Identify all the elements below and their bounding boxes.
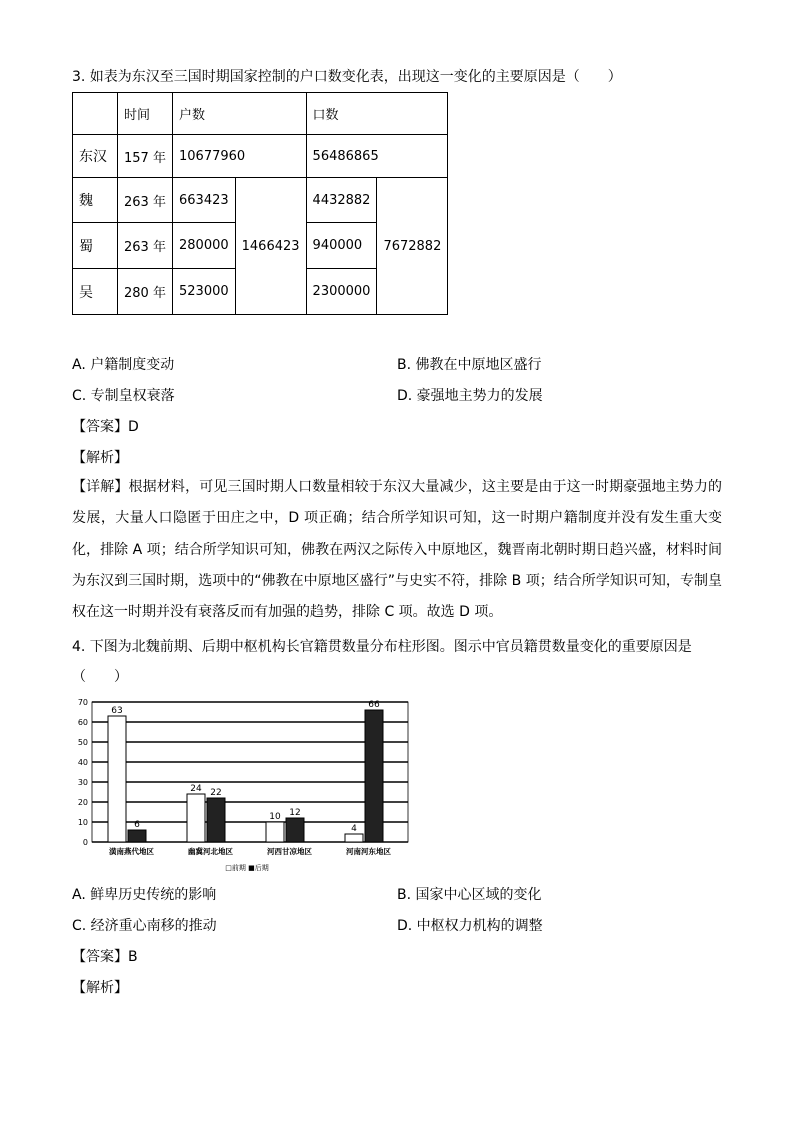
row-households-wu: 523000 (173, 269, 236, 315)
row-time-shu: 263 年 (118, 223, 173, 269)
q3-analysis-label: 【解析】 (72, 450, 128, 466)
q3-option-c[interactable]: C. 专制皇权衰落 (72, 388, 175, 404)
row-name-shu: 蜀 (73, 223, 118, 269)
q3-option-d[interactable]: D. 豪强地主势力的发展 (397, 388, 543, 404)
row-households-shu: 280000 (173, 223, 236, 269)
table-header-population: 口数 (306, 93, 448, 135)
bar-value-label: 4 (351, 824, 357, 834)
q4-stem: 4. 下图为北魏前期、后期中枢机构长官籍贯数量分布柱形图。图示中官员籍贯数量变化的重要原因是 (72, 639, 692, 655)
bar-early-1 (187, 794, 205, 842)
y-tick-label: 40 (77, 758, 88, 767)
table-header-time: 时间 (118, 93, 173, 135)
q3-stem: 3. 如表为东汉至三国时期国家控制的户口数变化表，出现这一变化的主要原因是（ ） (72, 69, 622, 85)
bar-early-3 (345, 834, 363, 842)
bar-early-0 (108, 716, 126, 842)
official-origin-bar-chart (72, 692, 412, 874)
bar-late-3 (365, 710, 383, 842)
q3-answer: 【答案】D (72, 419, 139, 435)
household-population-table (72, 92, 448, 315)
y-tick-label: 60 (77, 718, 88, 727)
y-tick-label: 30 (77, 778, 88, 787)
total-households: 1466423 (235, 178, 306, 315)
y-tick-label: 0 (82, 838, 88, 847)
category-label: 河西甘凉地区 (267, 847, 312, 856)
bar-value-label: 10 (269, 812, 281, 822)
row-name-wei: 魏 (73, 178, 118, 223)
row-population-east-han: 56486865 (306, 135, 448, 178)
row-households-wei: 663423 (173, 178, 236, 223)
bar-value-label: 12 (289, 808, 301, 818)
q4-bracket: （ ） (72, 669, 128, 685)
total-population: 7672882 (377, 178, 448, 315)
y-tick-label: 50 (77, 738, 88, 747)
category-label: 潢南燕代地区 (109, 847, 154, 856)
bar-value-label: 66 (368, 700, 380, 710)
category-label: 幽冀河北地区 (188, 847, 233, 856)
q4-option-a[interactable]: A. 鲜卑历史传统的影响 (72, 887, 217, 903)
y-tick-label: 10 (77, 818, 88, 827)
category-label: 河南河东地区 (346, 847, 391, 856)
row-time-wu: 280 年 (118, 269, 173, 315)
bar-value-label: 24 (190, 784, 202, 794)
y-tick-label: 20 (77, 798, 88, 807)
q4-option-b[interactable]: B. 国家中心区域的变化 (397, 887, 542, 903)
table-header-empty (73, 93, 118, 135)
bar-value-label: 63 (111, 706, 123, 716)
bar-value-label: 22 (210, 788, 222, 798)
row-name-wu: 吴 (73, 269, 118, 315)
bar-early-2 (266, 822, 284, 842)
row-population-shu: 940000 (306, 223, 377, 269)
bar-late-0 (128, 830, 146, 842)
row-population-wei: 4432882 (306, 178, 377, 223)
row-time-east-han: 157 年 (118, 135, 173, 178)
chart-legend: □前期 ■后期 (225, 864, 269, 872)
table-header-households: 户数 (173, 93, 307, 135)
y-tick-label: 70 (77, 698, 88, 707)
bar-late-2 (286, 818, 304, 842)
q3-detail: 【详解】根据材料，可见三国时期人口数量相较于东汉大量减少，这主要是由于这一时期豪强地主势力的发展，大量人口隐匿于田庄之中，D 项正确；结合所学知识可知，这一时期户籍制度并没有发生重大变化，排除 A 项；结合所学知识可知，佛教在两汉之际传入中原地区，魏晋南北朝时期日趋兴盛，材料时间为东汉到三国时期，选项中的“佛教在中原地区盛行”与史实不符，排除 B 项；结合所学知识可知，专制皇权在这一时期并没有衰落反而有加强的趋势，排除 C 项。故选 D 项。 (72, 479, 722, 621)
row-households-east-han: 10677960 (173, 135, 307, 178)
q4-option-c[interactable]: C. 经济重心南移的推动 (72, 918, 217, 934)
row-population-wu: 2300000 (306, 269, 377, 315)
q4-analysis-label: 【解析】 (72, 980, 128, 996)
q3-option-a[interactable]: A. 户籍制度变动 (72, 357, 175, 373)
row-time-wei: 263 年 (118, 178, 173, 223)
row-name-east-han: 东汉 (73, 135, 118, 178)
q3-option-b[interactable]: B. 佛教在中原地区盛行 (397, 357, 542, 373)
q4-option-d[interactable]: D. 中枢权力机构的调整 (397, 918, 543, 934)
q4-answer: 【答案】B (72, 949, 138, 965)
bar-late-1 (207, 798, 225, 842)
bar-value-label: 6 (134, 820, 140, 830)
